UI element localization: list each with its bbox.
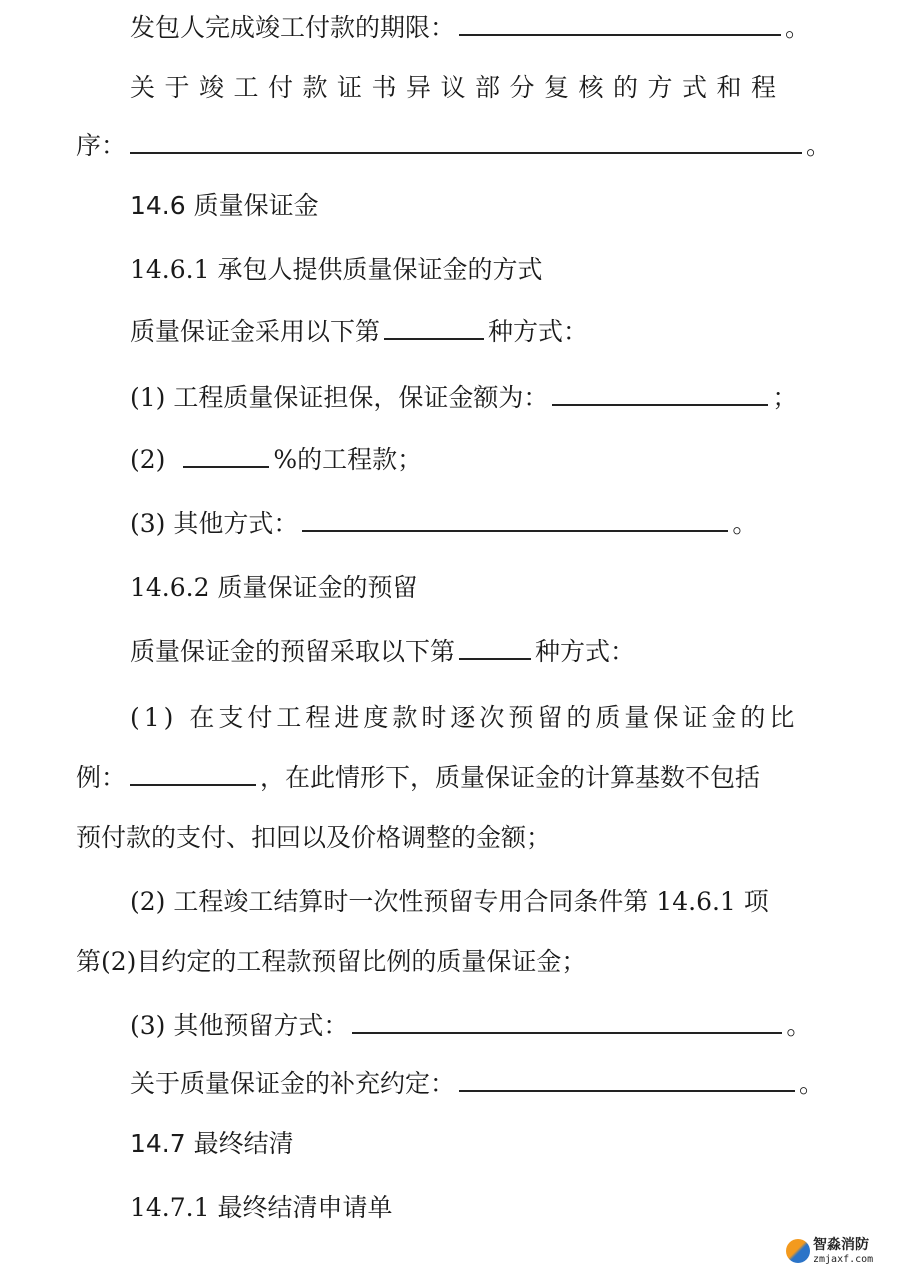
option-2-percentage [130,444,422,476]
label: ，在此情形下，质量保证金的计算基数不包括 [260,763,761,792]
punct: 。 [786,1011,812,1040]
punct: 。 [799,1069,825,1098]
label: %的工程款； [273,445,423,474]
blank-field[interactable] [459,12,781,36]
label: (2) [130,445,166,474]
method-choice-line [130,316,588,348]
section-heading-14-6: 14.6 质量保证金 [130,191,319,220]
completion-payment-deadline [130,12,810,44]
watermark-logo [786,1237,886,1269]
label: (3) 其他方式： [130,509,299,538]
label: 种方式： [535,637,636,666]
subsection-heading-14-6-2: 14.6.2 质量保证金的预留 [130,573,418,602]
label: 种方式： [488,317,589,346]
label: (1) 工程质量保证担保，保证金额为： [130,383,549,412]
subsection-heading-14-7-1: 14.7.1 最终结清申请单 [130,1193,393,1222]
blank-field[interactable] [183,444,269,468]
retention-choice-line [130,636,635,668]
blank-field[interactable] [352,1010,782,1034]
blank-field[interactable] [130,762,256,786]
label: (3) 其他预留方式： [130,1011,349,1040]
review-method-line: 关于竣工付款证书异议部分复核的方式和程 [130,73,786,102]
blank-field[interactable] [459,636,531,660]
punct: 。 [806,131,832,160]
subsection-heading-14-6-1: 14.6.1 承包人提供质量保证金的方式 [130,255,543,284]
watermark-name: 智淼消防 [813,1237,869,1253]
section-heading-14-7: 14.7 最终结清 [130,1129,294,1158]
watermark-domain: zmjaxf.com [813,1254,874,1265]
punct: ； [772,383,798,412]
blank-field[interactable] [459,1068,795,1092]
option-1-guarantee [130,382,797,414]
label: 例： [76,763,127,792]
blank-field[interactable] [302,508,728,532]
retention-option-2-line-2: 第(2)目约定的工程款预留比例的质量保证金； [76,947,587,976]
review-method-blank [76,130,831,162]
punct: 。 [732,509,758,538]
label: 发包人完成竣工付款的期限： [130,13,456,42]
blank-field[interactable] [130,130,802,154]
option-3-other [130,508,757,540]
retention-option-1-line-2 [76,762,760,794]
label: 质量保证金的预留采取以下第 [130,637,456,666]
label: 关于质量保证金的补充约定： [130,1069,456,1098]
retention-option-3-other [130,1010,811,1042]
retention-option-1-line-1: (1) 在支付工程进度款时逐次预留的质量保证金的比 [130,703,799,732]
brand-logo-icon [786,1239,810,1263]
supplementary-agreement [130,1068,824,1100]
blank-field[interactable] [384,316,484,340]
label: 序： [76,131,127,160]
label: 质量保证金采用以下第 [130,317,381,346]
retention-option-2-line-1: (2) 工程竣工结算时一次性预留专用合同条件第 14.6.1 项 [130,887,769,916]
blank-field[interactable] [552,382,768,406]
punct: 。 [785,13,811,42]
retention-option-1-line-3: 预付款的支付、扣回以及价格调整的金额； [76,823,552,852]
